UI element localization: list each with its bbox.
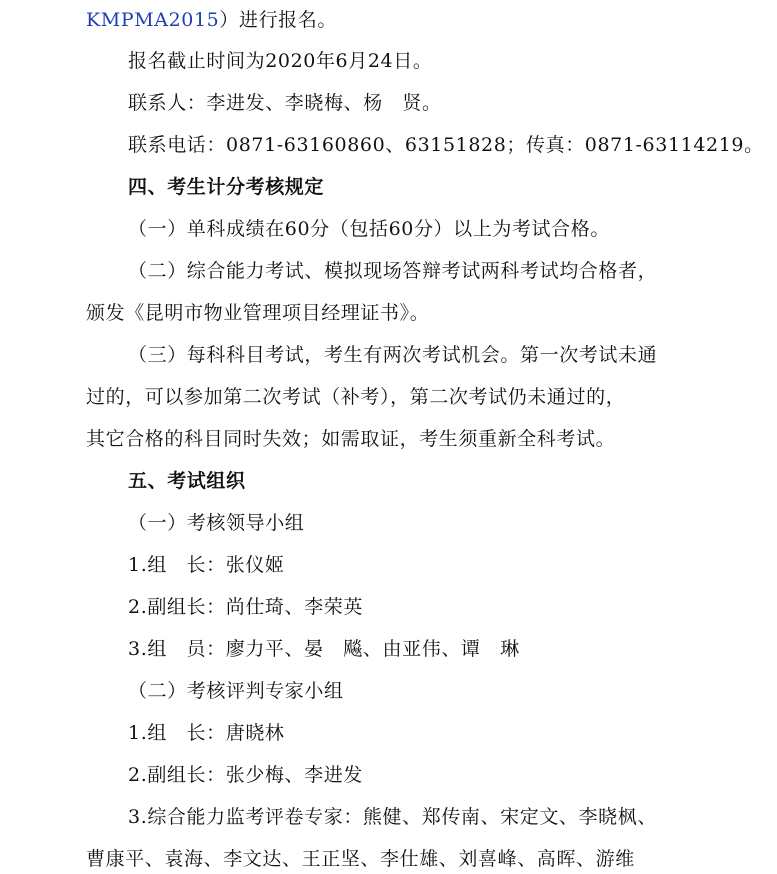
contact-person-line: 联系人：李进发、李晓梅、杨 贤。 bbox=[128, 92, 442, 114]
registration-text: ）进行报名。 bbox=[219, 9, 337, 31]
scoring-rule-2-continued: 颁发《昆明市物业管理项目经理证书》。 bbox=[86, 302, 430, 324]
expert-examiners: 3.综合能力监考评卷专家：熊健、郑传南、宋定文、李晓枫、 bbox=[128, 806, 657, 828]
deadline-line: 报名截止时间为2020年6月24日。 bbox=[128, 50, 433, 72]
contact-phone-line: 联系电话：0871-63160860、63151828；传真：0871-63114219。 bbox=[128, 134, 764, 156]
scoring-rule-3: （三）每科科目考试，考生有两次考试机会。第一次考试未通 bbox=[128, 344, 658, 366]
section-heading-organization: 五、考试组织 bbox=[128, 470, 246, 492]
leadership-group-heading: （一）考核领导小组 bbox=[128, 512, 305, 534]
expert-leader: 1.组 长：唐晓林 bbox=[128, 722, 285, 744]
registration-method-line bbox=[86, 5, 766, 35]
expert-deputy: 2.副组长：张少梅、李进发 bbox=[128, 764, 363, 786]
expert-examiners-continued: 曹康平、袁海、李文达、王正坚、李仕雄、刘喜峰、高晖、游维 bbox=[86, 848, 635, 870]
leadership-deputy: 2.副组长：尚仕琦、李荣英 bbox=[128, 596, 363, 618]
kmpma-link[interactable]: KMPMA2015 bbox=[86, 9, 220, 31]
leadership-leader: 1.组 长：张仪姬 bbox=[128, 554, 285, 576]
scoring-rule-3-continued-2: 其它合格的科目同时失效；如需取证，考生须重新全科考试。 bbox=[86, 428, 616, 450]
expert-group-heading: （二）考核评判专家小组 bbox=[128, 680, 344, 702]
scoring-rule-1: （一）单科成绩在60分（包括60分）以上为考试合格。 bbox=[128, 218, 610, 240]
scoring-rule-3-continued-1: 过的，可以参加第二次考试（补考），第二次考试仍未通过的， bbox=[86, 386, 626, 408]
section-heading-scoring: 四、考生计分考核规定 bbox=[128, 176, 325, 198]
leadership-members: 3.组 员：廖力平、晏 飚、由亚伟、谭 琳 bbox=[128, 638, 520, 660]
scoring-rule-2: （二）综合能力考试、模拟现场答辩考试两科考试均合格者， bbox=[128, 260, 658, 282]
